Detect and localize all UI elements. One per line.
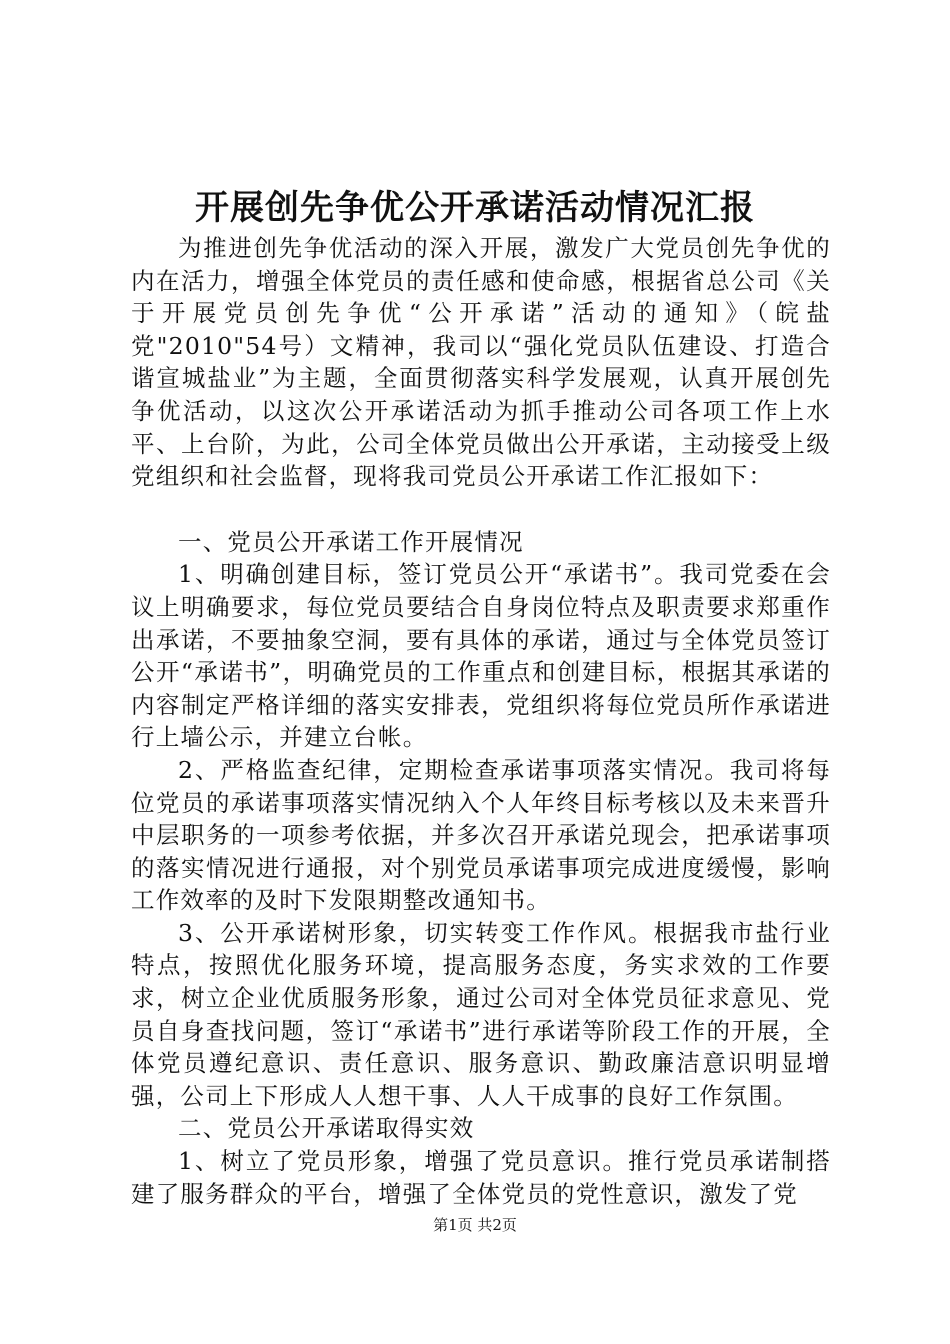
document-title: 开展创先争优公开承诺活动情况汇报 <box>195 188 755 228</box>
section-heading-1: 一、党员公开承诺工作开展情况 <box>178 527 524 556</box>
intro-paragraph: 为推进创先争优活动的深入开展，激发广大党员创先争优的内在活力，增强全体党员的责任感和使命感，根据省总公司《关于开展党员创先争优“公开承诺”活动的通知》（皖盐党"2010"54号）文精神，我司以“强化党员队伍建设、打造合谐宣城盐业”为主题，全面贯彻落实科学发展观，认真开展创先争优活动，以这次公开承诺活动为抓手推动公司各项工作上水平、上台阶，为此，公司全体党员做出公开承诺，主动接受上级党组织和社会监督，现将我司党员公开承诺工作汇报如下： <box>131 234 831 491</box>
paragraph-item-1-1: 1、明确创建目标，签订党员公开“承诺书”。我司党委在会议上明确要求，每位党员要结合自身岗位特点及职责要求郑重作出承诺，不要抽象空洞，要有具体的承诺，通过与全体党员签订公开“承诺书”，明确党员的工作重点和创建目标，根据其承诺的内容制定严格详细的落实安排表，党组织将每位党员所作承诺进行上墙公示，并建立台帐。 <box>131 560 831 752</box>
document-body <box>131 232 831 1210</box>
paragraph-item-1-2: 2、严格监查纪律，定期检查承诺事项落实情况。我司将每位党员的承诺事项落实情况纳入个人年终目标考核以及未来晋升中层职务的一项参考依据，并多次召开承诺兑现会，把承诺事项的落实情况进行通报，对个别党员承诺事项完成进度缓慢，影响工作效率的及时下发限期整改通知书。 <box>131 755 831 915</box>
section-heading-2: 二、党员公开承诺取得实效 <box>178 1114 475 1143</box>
page-footer: 第1页 共2页 <box>433 1216 517 1234</box>
paragraph-gap <box>131 493 831 526</box>
paragraph-item-1-3: 3、公开承诺树形象，切实转变工作作风。根据我市盐行业特点，按照优化服务环境，提高服务态度，务实求效的工作要求，树立企业优质服务形象，通过公司对全体党员征求意见、党员自身查找问题，签订“承诺书”进行承诺等阶段工作的开展，全体党员遵纪意识、责任意识、服务意识、勤政廉洁意识明显增强，公司上下形成人人想干事、人人干成事的良好工作氛围。 <box>131 918 831 1110</box>
paragraph-item-2-1: 1、树立了党员形象，增强了党员意识。推行党员承诺制搭建了服务群众的平台，增强了全体党员的党性意识，激发了党 <box>131 1147 831 1208</box>
